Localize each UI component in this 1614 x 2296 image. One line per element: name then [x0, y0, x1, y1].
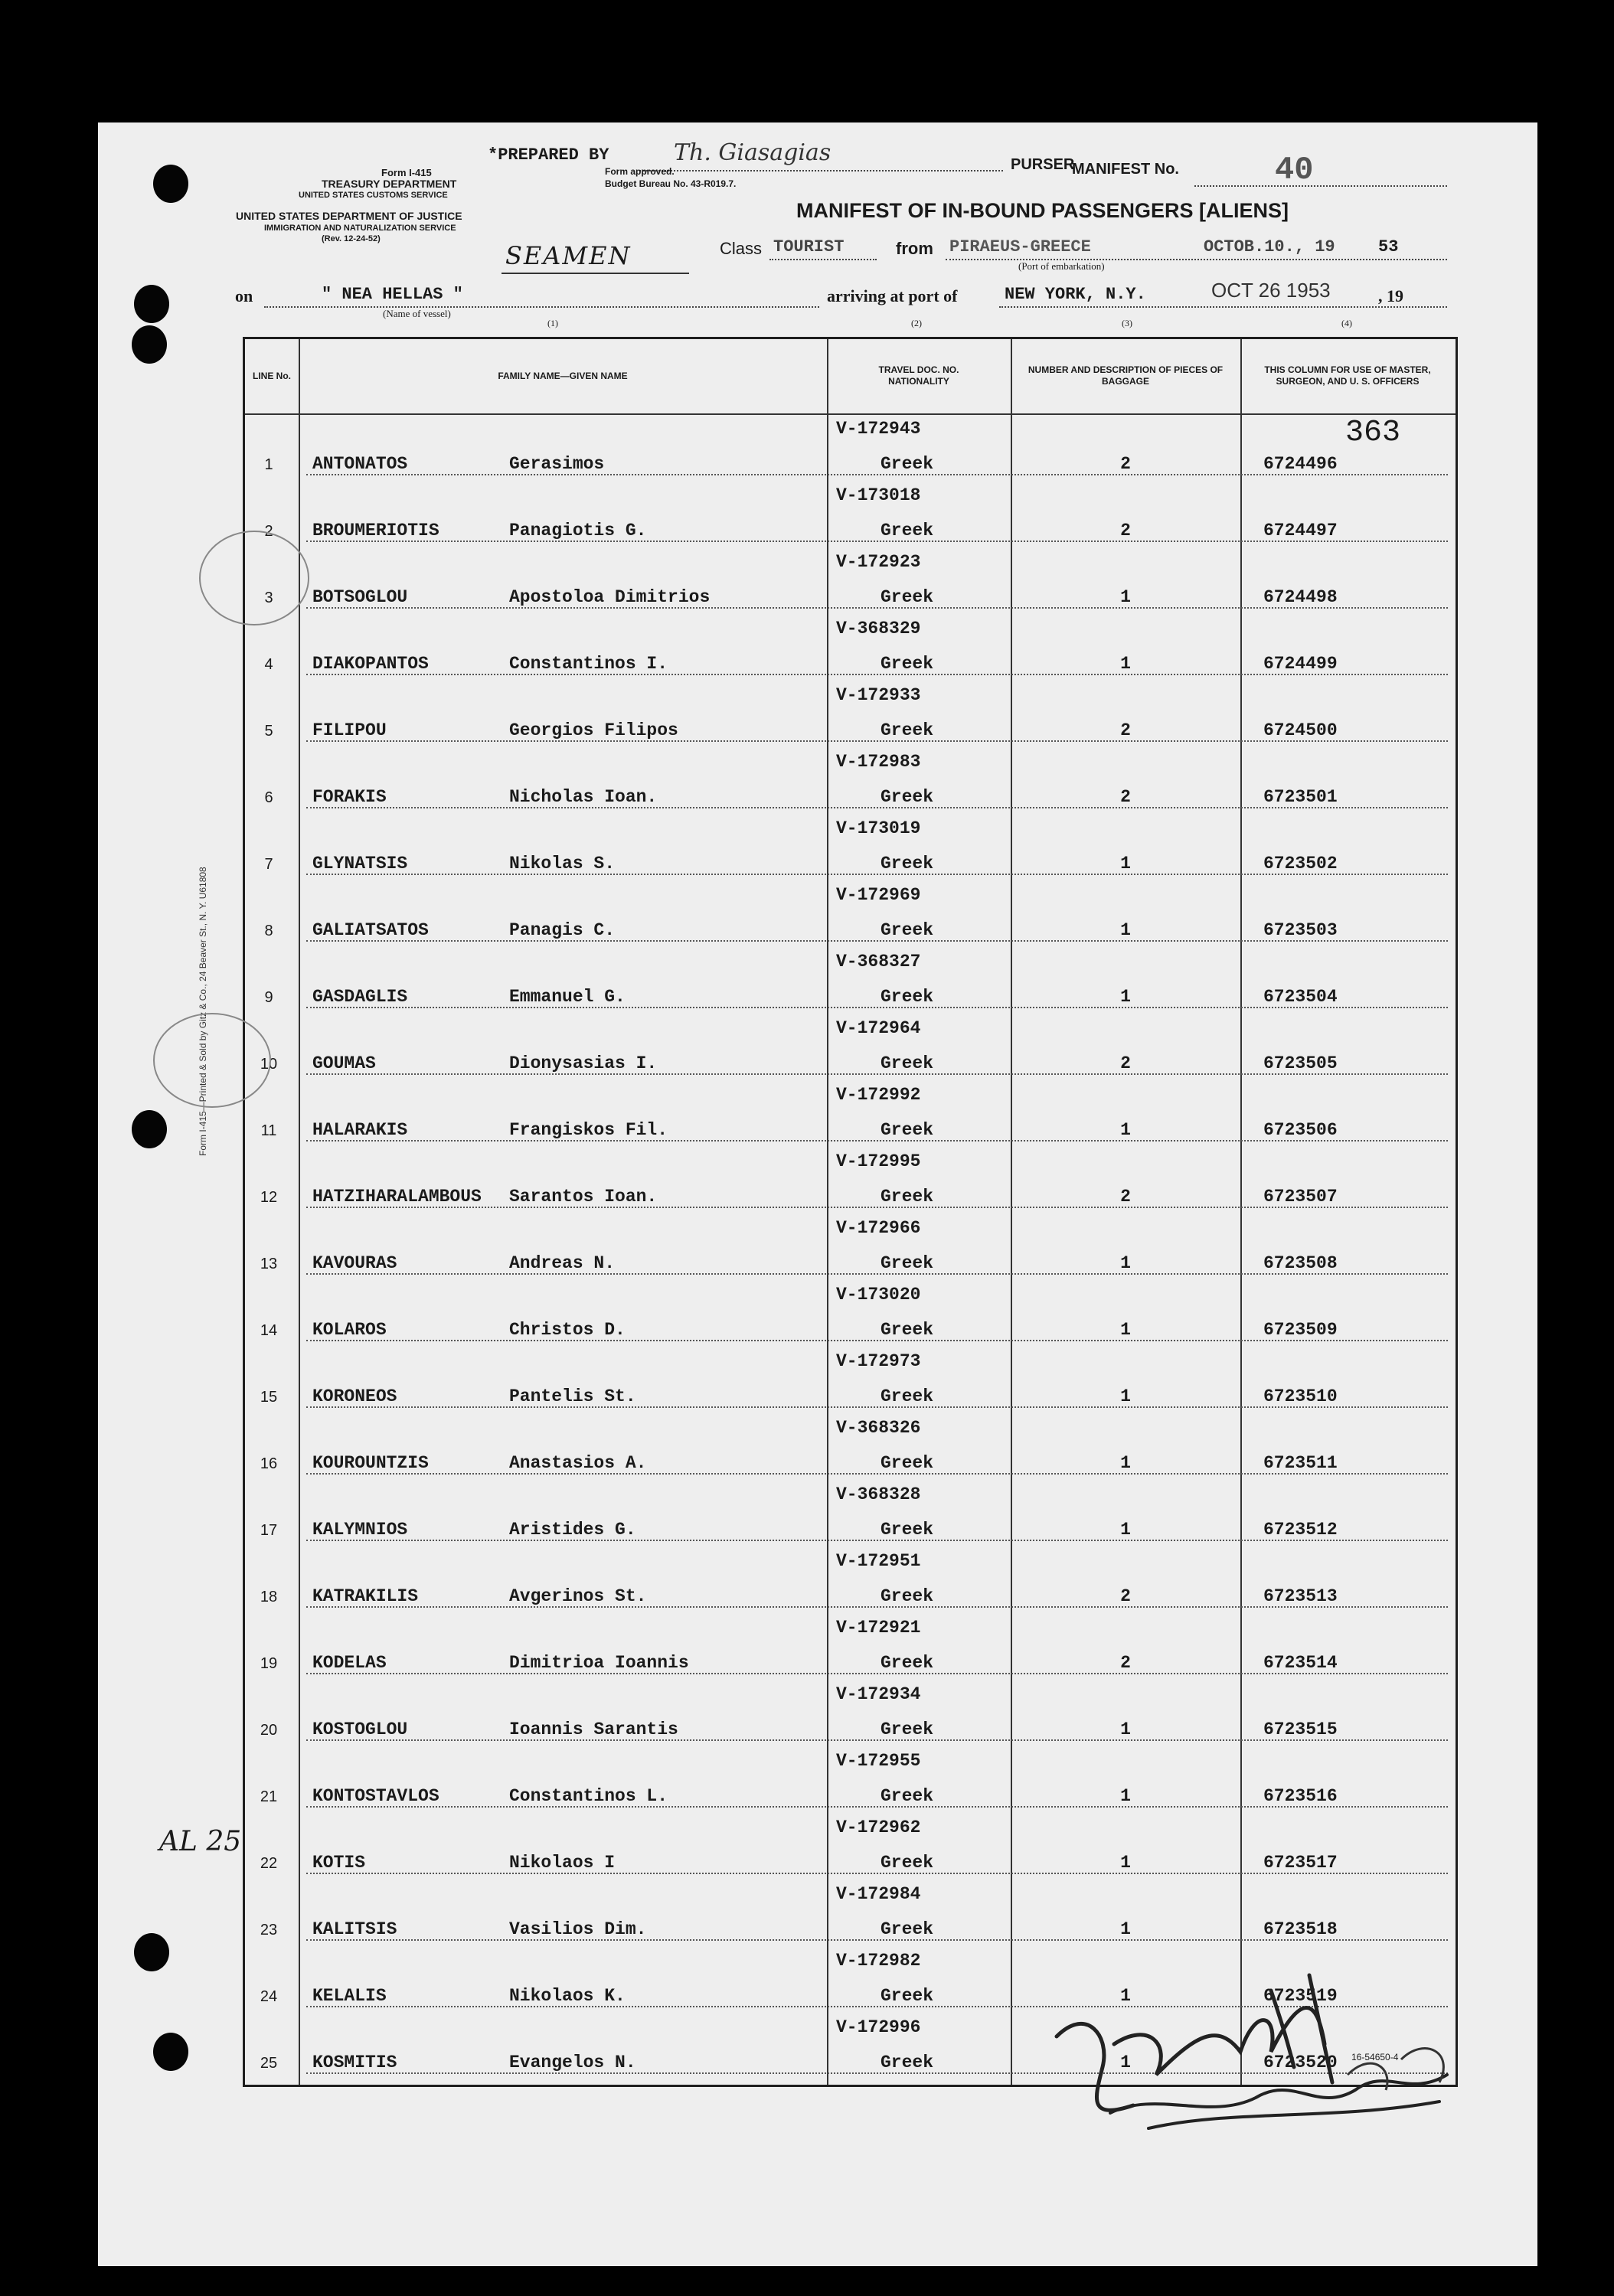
col-marker-2: (2) [911, 318, 922, 328]
given-name: Andreas N. [509, 1253, 616, 1273]
nationality: Greek [881, 1786, 934, 1806]
line-number: 16 [260, 1455, 278, 1472]
travel-doc-number: V-172995 [836, 1151, 921, 1171]
officer-number: 6723512 [1263, 1520, 1338, 1540]
passenger-row [245, 882, 1456, 949]
given-name: Constantinos L. [509, 1786, 668, 1806]
travel-doc-number: V-368327 [836, 952, 921, 972]
from-label: from [896, 239, 933, 258]
given-name: Frangiskos Fil. [509, 1120, 668, 1140]
given-name: Nikolaos K. [509, 1986, 626, 2006]
baggage-count: 1 [1120, 1720, 1131, 1739]
travel-doc-number: V-173020 [836, 1285, 921, 1305]
given-name: Pantelis St. [509, 1386, 636, 1406]
line-number: 12 [260, 1189, 278, 1206]
baggage-count: 1 [1120, 854, 1131, 874]
family-name: KOSMITIS [312, 2053, 397, 2072]
arrival-date-stamp: OCT 26 1953 [1211, 279, 1331, 302]
family-name: GASDAGLIS [312, 987, 408, 1007]
officer-number: 6723507 [1263, 1187, 1338, 1207]
line-number: 21 [260, 1788, 278, 1805]
officer-number: 6723502 [1263, 854, 1338, 874]
nationality: Greek [881, 2053, 934, 2072]
officer-number: 6723519 [1263, 1986, 1338, 2006]
col-header-name: FAMILY NAME—GIVEN NAME [498, 370, 628, 381]
family-name: KORONEOS [312, 1386, 397, 1406]
category-seamen: SEAMEN [505, 241, 632, 270]
col-marker-4: (4) [1341, 318, 1352, 328]
nationality: Greek [881, 1053, 934, 1073]
treasury-department: TREASURY DEPARTMENT [322, 178, 457, 190]
family-name: HATZIHARALAMBOUS [312, 1187, 482, 1207]
officer-number: 6723508 [1263, 1253, 1338, 1273]
baggage-count: 1 [1120, 1986, 1131, 2006]
officer-number: 6723511 [1263, 1453, 1338, 1473]
officer-number: 6723518 [1263, 1919, 1338, 1939]
family-name: FORAKIS [312, 787, 387, 807]
family-name: KALITSIS [312, 1919, 397, 1939]
vessel-name: " NEA HELLAS " [322, 285, 463, 304]
travel-doc-number: V-172955 [836, 1751, 921, 1771]
officer-number: 6724497 [1263, 521, 1338, 541]
passenger-row [245, 416, 1456, 482]
punch-hole [153, 2033, 188, 2071]
passenger-row [245, 1415, 1456, 1481]
line-number: 20 [260, 1722, 278, 1739]
baggage-count: 2 [1120, 1053, 1131, 1073]
travel-doc-number: V-172992 [836, 1085, 921, 1105]
travel-doc-number: V-173019 [836, 818, 921, 838]
travel-doc-number: V-172962 [836, 1818, 921, 1837]
officer-number: 6723509 [1263, 1320, 1338, 1340]
line-number: 24 [260, 1988, 278, 2005]
line-number: 22 [260, 1855, 278, 1872]
punch-hole [132, 325, 167, 364]
passenger-row [245, 1881, 1456, 1948]
line-number: 13 [260, 1256, 278, 1272]
form-number: Form I-415 [381, 167, 432, 178]
nationality: Greek [881, 1720, 934, 1739]
line-number: 14 [260, 1322, 278, 1339]
travel-doc-number: V-172933 [836, 685, 921, 705]
officer-number: 6723506 [1263, 1120, 1338, 1140]
on-label: on [235, 286, 253, 305]
travel-doc-number: V-172983 [836, 752, 921, 772]
travel-doc-number: V-173018 [836, 485, 921, 505]
nationality: Greek [881, 1520, 934, 1540]
given-name: Gerasimos [509, 454, 605, 474]
budget-bureau: Budget Bureau No. 43-R019.7. [605, 178, 737, 189]
manifest-no-label: MANIFEST No. [1072, 161, 1179, 178]
nationality: Greek [881, 1386, 934, 1406]
baggage-count: 1 [1120, 1453, 1131, 1473]
given-name: Christos D. [509, 1320, 626, 1340]
travel-doc-number: V-368329 [836, 619, 921, 639]
given-name: Ioannis Sarantis [509, 1720, 678, 1739]
col-header-officers: THIS COLUMN FOR USE OF MASTER, SURGEON, AND U. S. OFFICERS [1264, 364, 1431, 387]
passenger-table [243, 337, 1458, 2087]
officer-number: 6723504 [1263, 987, 1338, 1007]
nationality: Greek [881, 854, 934, 874]
travel-doc-number: V-368326 [836, 1418, 921, 1438]
line-number: 18 [260, 1589, 278, 1605]
baggage-count: 2 [1120, 720, 1131, 740]
family-name: KELALIS [312, 1986, 387, 2006]
nationality: Greek [881, 454, 934, 474]
passenger-row [245, 482, 1456, 549]
form-revision: (Rev. 12-24-52) [322, 234, 381, 243]
baggage-count: 2 [1120, 521, 1131, 541]
baggage-count: 1 [1120, 1786, 1131, 1806]
given-name: Aristides G. [509, 1520, 636, 1540]
embarkation-caption: (Port of embarkation) [1018, 260, 1105, 272]
line-number: 7 [264, 856, 273, 873]
nationality: Greek [881, 1853, 934, 1873]
vessel-caption: (Name of vessel) [383, 308, 451, 319]
given-name: Nicholas Ioan. [509, 787, 658, 807]
travel-doc-number: V-172996 [836, 2017, 921, 2037]
family-name: KOSTOGLOU [312, 1720, 408, 1739]
passenger-row [245, 815, 1456, 882]
baggage-count: 1 [1120, 987, 1131, 1007]
travel-doc-number: V-172973 [836, 1351, 921, 1371]
travel-doc-number: V-172921 [836, 1618, 921, 1638]
officer-number: 6723516 [1263, 1786, 1338, 1806]
given-name: Nikolaos I [509, 1853, 616, 1873]
baggage-count: 2 [1120, 1586, 1131, 1606]
family-name: KATRAKILIS [312, 1586, 419, 1606]
class-label: Class [720, 239, 763, 258]
officer-number: 6723514 [1263, 1653, 1338, 1673]
nationality: Greek [881, 787, 934, 807]
passenger-row [245, 1215, 1456, 1282]
passenger-row [245, 749, 1456, 815]
given-name: Emmanuel G. [509, 987, 626, 1007]
family-name: BROUMERIOTIS [312, 521, 439, 541]
passenger-row [245, 1814, 1456, 1881]
margin-note: AL 25 [159, 1826, 242, 1857]
punch-hole [153, 165, 188, 203]
nationality: Greek [881, 1919, 934, 1939]
page-stamp: 363 [1345, 416, 1401, 450]
officer-signature [1041, 1945, 1485, 2144]
departure-date: OCTOB.10., 19 [1204, 237, 1335, 256]
officer-number: 6723517 [1263, 1853, 1338, 1873]
officer-number: 6723520 [1263, 2053, 1338, 2072]
line-number: 8 [264, 923, 273, 939]
baggage-count: 1 [1120, 1253, 1131, 1273]
given-name: Panagis C. [509, 920, 616, 940]
baggage-count: 1 [1120, 654, 1131, 674]
family-name: KOLAROS [312, 1320, 387, 1340]
nationality: Greek [881, 920, 934, 940]
travel-doc-number: V-172969 [836, 885, 921, 905]
family-name: HALARAKIS [312, 1120, 408, 1140]
footer-code: 16-54650-4 [1351, 2052, 1399, 2062]
baggage-count: 1 [1120, 587, 1131, 607]
officer-number: 6723510 [1263, 1386, 1338, 1406]
family-name: KODELAS [312, 1653, 387, 1673]
given-name: Georgios Filipos [509, 720, 678, 740]
passenger-row [245, 549, 1456, 616]
nationality: Greek [881, 1453, 934, 1473]
line-number: 10 [260, 1056, 278, 1073]
passenger-row [245, 1282, 1456, 1348]
family-name: FILIPOU [312, 720, 387, 740]
passenger-row [245, 1615, 1456, 1681]
form-approved: Form approved. [605, 166, 675, 177]
given-name: Constantinos I. [509, 654, 668, 674]
nationality: Greek [881, 1187, 934, 1207]
nationality: Greek [881, 1320, 934, 1340]
officer-number: 6723501 [1263, 787, 1338, 807]
side-print: Form I-415—Printed & Sold by Gitz & Co., 24 Beaver St., N. Y. U61808 [198, 867, 208, 1156]
col-marker-3: (3) [1122, 318, 1132, 328]
given-name: Panagiotis G. [509, 521, 647, 541]
given-name: Apostoloa Dimitrios [509, 587, 711, 607]
punch-hole [132, 1110, 167, 1148]
manifest-number: 40 [1275, 152, 1314, 188]
given-name: Nikolas S. [509, 854, 616, 874]
travel-doc-number: V-172943 [836, 419, 921, 439]
travel-doc-number: V-172951 [836, 1551, 921, 1571]
line-number: 1 [264, 456, 273, 473]
passenger-row [245, 1015, 1456, 1082]
given-name: Dimitrioa Ioannis [509, 1653, 689, 1673]
nationality: Greek [881, 987, 934, 1007]
family-name: GLYNATSIS [312, 854, 408, 874]
travel-doc-number: V-172982 [836, 1951, 921, 1971]
passenger-row [245, 1148, 1456, 1215]
nationality: Greek [881, 1986, 934, 2006]
service-stamp [153, 1013, 271, 1108]
baggage-count: 1 [1120, 1120, 1131, 1140]
line-number: 4 [264, 656, 273, 673]
passenger-row [245, 616, 1456, 682]
passenger-row [245, 682, 1456, 749]
baggage-count: 1 [1120, 920, 1131, 940]
family-name: GALIATSATOS [312, 920, 429, 940]
passenger-row [245, 1548, 1456, 1615]
family-name: DIAKOPANTOS [312, 654, 429, 674]
col-header-baggage: NUMBER AND DESCRIPTION OF PIECES OF BAGGAGE [1028, 364, 1224, 387]
service-stamp [199, 531, 309, 625]
line-number: 17 [260, 1522, 278, 1539]
nationality: Greek [881, 1120, 934, 1140]
family-name: KOTIS [312, 1853, 366, 1873]
officer-number: 6723503 [1263, 920, 1338, 940]
passenger-row [245, 1748, 1456, 1814]
passenger-row [245, 1348, 1456, 1415]
travel-doc-number: V-172923 [836, 552, 921, 572]
line-number: 5 [264, 723, 273, 740]
baggage-count: 2 [1120, 1653, 1131, 1673]
prepared-label: *PREPARED BY [488, 145, 609, 165]
given-name: Evangelos N. [509, 2053, 636, 2072]
line-number: 6 [264, 789, 273, 806]
baggage-count: 2 [1120, 787, 1131, 807]
family-name: KALYMNIOS [312, 1520, 408, 1540]
departure-year: 53 [1378, 237, 1399, 256]
line-number: 25 [260, 2055, 278, 2072]
passenger-row [245, 1681, 1456, 1748]
nationality: Greek [881, 587, 934, 607]
arriving-label: arriving at port of [827, 286, 958, 305]
arrival-port: NEW YORK, N.Y. [1005, 285, 1146, 304]
officer-number: 6723513 [1263, 1586, 1338, 1606]
passenger-row [245, 1481, 1456, 1548]
officer-number: 6724499 [1263, 654, 1338, 674]
nationality: Greek [881, 521, 934, 541]
nationality: Greek [881, 1253, 934, 1273]
line-number: 15 [260, 1389, 278, 1406]
given-name: Dionysasias I. [509, 1053, 658, 1073]
given-name: Anastasios A. [509, 1453, 647, 1473]
class-value: TOURIST [773, 237, 845, 256]
travel-doc-number: V-172966 [836, 1218, 921, 1238]
line-number: 19 [260, 1655, 278, 1672]
purser-label: PURSER [1011, 156, 1075, 173]
punch-hole [134, 285, 169, 323]
arrival-year: , 19 [1378, 286, 1403, 305]
given-name: Sarantos Ioan. [509, 1187, 658, 1207]
baggage-count: 2 [1120, 1187, 1131, 1207]
nationality: Greek [881, 654, 934, 674]
immigration-service: IMMIGRATION AND NATURALIZATION SERVICE [264, 224, 456, 233]
travel-doc-number: V-368328 [836, 1484, 921, 1504]
travel-doc-number: V-172984 [836, 1884, 921, 1904]
line-number: 11 [260, 1122, 277, 1139]
from-port: PIRAEUS-GREECE [949, 237, 1091, 256]
baggage-count: 1 [1120, 1386, 1131, 1406]
baggage-count: 1 [1120, 1853, 1131, 1873]
baggage-count: 2 [1120, 454, 1131, 474]
line-number: 2 [264, 523, 273, 540]
nationality: Greek [881, 1653, 934, 1673]
family-name: KOUROUNTZIS [312, 1453, 429, 1473]
baggage-count: 1 [1120, 1520, 1131, 1540]
family-name: KAVOURAS [312, 1253, 397, 1273]
passenger-row [245, 949, 1456, 1015]
family-name: ANTONATOS [312, 454, 408, 474]
family-name: BOTSOGLOU [312, 587, 408, 607]
punch-hole [134, 1933, 169, 1971]
given-name: Avgerinos St. [509, 1586, 647, 1606]
family-name: GOUMAS [312, 1053, 376, 1073]
travel-doc-number: V-172964 [836, 1018, 921, 1038]
officer-number: 6723515 [1263, 1720, 1338, 1739]
officer-number: 6724500 [1263, 720, 1338, 740]
customs-service: UNITED STATES CUSTOMS SERVICE [299, 191, 448, 200]
travel-doc-number: V-172934 [836, 1684, 921, 1704]
family-name: KONTOSTAVLOS [312, 1786, 439, 1806]
col-marker-1: (1) [547, 318, 558, 328]
justice-department: UNITED STATES DEPARTMENT OF JUSTICE [236, 210, 462, 222]
col-header-line: LINE No. [253, 370, 291, 381]
passenger-row [245, 1082, 1456, 1148]
officer-number: 6724496 [1263, 454, 1338, 474]
baggage-count: 1 [1120, 1919, 1131, 1939]
nationality: Greek [881, 720, 934, 740]
line-number: 23 [260, 1922, 278, 1938]
col-header-doc: TRAVEL DOC. NO. NATIONALITY [878, 364, 959, 387]
nationality: Greek [881, 1586, 934, 1606]
officer-number: 6724498 [1263, 587, 1338, 607]
officer-number: 6723505 [1263, 1053, 1338, 1073]
prepared-by-signature: Th. Giasagias [674, 139, 832, 166]
line-number: 3 [264, 590, 273, 606]
manifest-title: MANIFEST OF IN-BOUND PASSENGERS [ALIENS] [796, 199, 1289, 222]
given-name: Vasilios Dim. [509, 1919, 647, 1939]
baggage-count: 1 [1120, 1320, 1131, 1340]
line-number: 9 [264, 989, 273, 1006]
baggage-count: 1 [1120, 2053, 1131, 2072]
